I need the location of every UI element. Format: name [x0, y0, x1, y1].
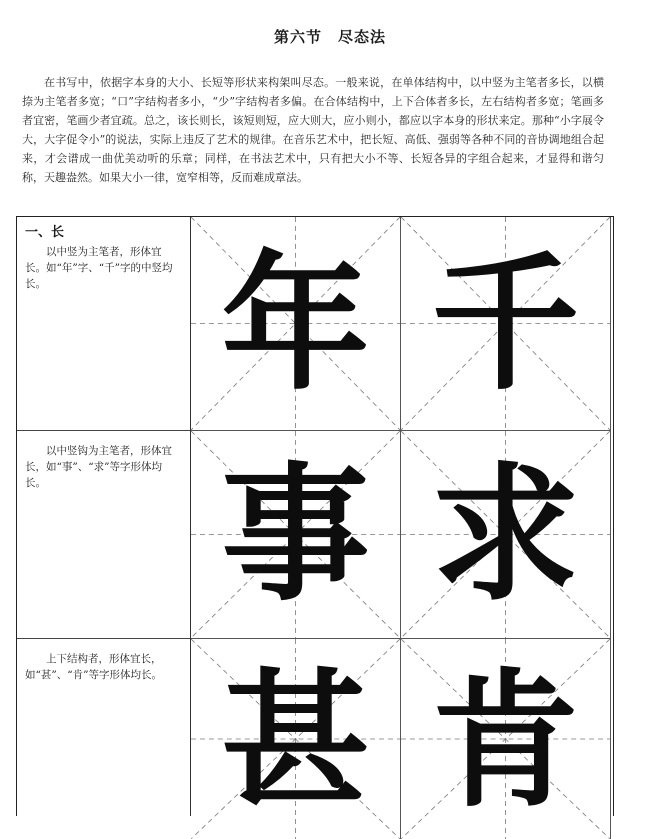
- section-description-3: 上下结构者，形体宜长，如“甚”、“肯”等字形体均长。: [25, 653, 162, 681]
- calligraphy-character: 年: [221, 237, 370, 410]
- grid-cell-ken: [401, 639, 611, 839]
- grid-cell-qiu: [401, 431, 611, 639]
- grid-cell-shi: [191, 431, 401, 639]
- calligraphy-character: 求: [431, 448, 580, 621]
- explanation-row-2: [17, 431, 190, 639]
- section-heading: 一、长: [25, 225, 65, 240]
- page-title: 第六节 尽态法: [273, 28, 386, 46]
- grid-cell-shen: [191, 639, 401, 839]
- calligraphy-grid: [191, 217, 613, 827]
- section-description-2: 以中竖钩为主笔者，形体宜长，如“事”、“求”等字形体均长。: [25, 445, 172, 489]
- grid-cell-nian: [191, 217, 401, 431]
- grid-cell-qian: [401, 217, 611, 431]
- explanation-column: [17, 217, 191, 816]
- calligraphy-character: 肯: [431, 655, 580, 827]
- section-description-1: 以中竖为主笔者，形体宜长。如“年”字、“千”字的中竖均长。: [25, 246, 173, 290]
- intro-paragraph: 在书写中，依据字本身的大小、长短等形状来构架叫尽态。一般来说，在单体结构中，以中竖为主笔者多长，以横捺为主笔者多宽；“口”字结构者多小，“少”字结构者多偏。在合体结构中，上下合体者多长，左右结构者多宽；笔画多者宜密，笔画少者宜疏。总之，该长则长，该短则短，应大则大，应小则小，都应以字本身的形状来定。那种“小字展令大，大字促令小”的说法，实际上违反了艺术的规律。在音乐艺术中，把长短、高低、强弱等各种不同的音协调地组合起来，才会谱成一曲优美动听的乐章；同样，在书法艺术中，只有把大小不等、长短各异的字组合起来，才显得和谐匀称，天趣盎然。如果大小一律，宽窄相等，反而难成章法。: [22, 76, 604, 184]
- explanation-row-3: [17, 639, 190, 839]
- explanation-row-1: [17, 217, 190, 431]
- calligraphy-character: 事: [221, 448, 370, 621]
- example-table: [16, 216, 614, 827]
- calligraphy-character: 甚: [221, 655, 370, 827]
- calligraphy-character: 千: [431, 237, 580, 410]
